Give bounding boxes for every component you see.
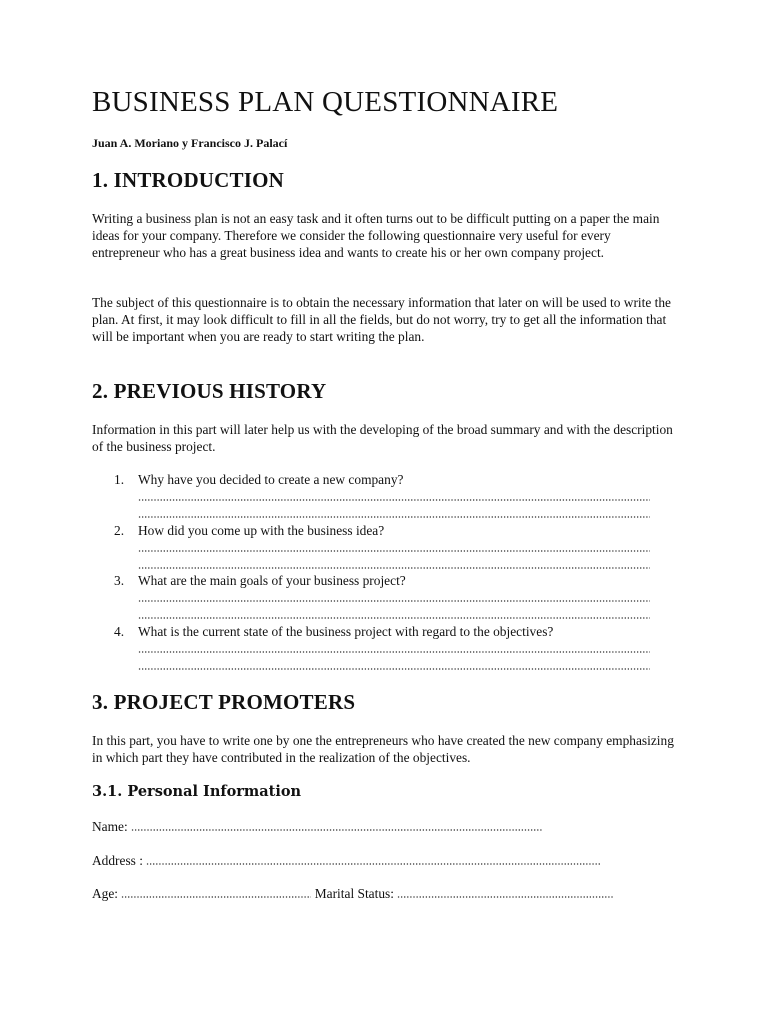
address-field-row (92, 853, 600, 870)
question-text: What is the current state of the business project with regard to the objectives? (138, 624, 554, 640)
question-number: 2. (114, 522, 125, 538)
address-field[interactable] (146, 863, 600, 865)
question-number: 4. (114, 624, 125, 640)
document-authors: Juan A. Moriano y Francisco J. Palací (92, 136, 288, 150)
name-field-row (92, 819, 543, 836)
question-text: Why have you decided to create a new company? (138, 472, 404, 487)
answer-line[interactable] (138, 668, 650, 670)
question-number: 3. (114, 573, 125, 589)
section-heading-previous-history: 2. PREVIOUS HISTORY (92, 379, 327, 403)
age-field[interactable] (121, 896, 311, 898)
question-text: How did you come up with the business idea? (138, 522, 385, 538)
introduction-paragraph-2: The subject of this questionnaire is to obtain the necessary information that later on will be used to write the plan. At first, it may look difficult to fill in all the fields, but do not worry, try to get all the information that will be important when you are ready to start writing the plan. (92, 295, 671, 344)
answer-line[interactable] (138, 516, 650, 518)
question-item (92, 472, 682, 523)
name-field[interactable] (131, 829, 543, 831)
question-item (92, 624, 682, 675)
project-promoters-paragraph: In this part, you have to write one by one the entrepreneurs who have created the new company emphasizing in which part they have contributed in the realization of the objectives. (92, 733, 674, 765)
question-number: 1. (114, 472, 125, 487)
marital-status-label: Marital Status: (314, 886, 394, 901)
answer-line[interactable] (138, 617, 650, 619)
question-text: What are the main goals of your business project? (138, 573, 406, 589)
name-label: Name: (92, 819, 128, 834)
marital-status-field[interactable] (397, 896, 613, 898)
previous-history-paragraph: Information in this part will later help us with the developing of the broad summary and with the description of the business project. (92, 422, 673, 454)
answer-line[interactable] (138, 499, 650, 501)
answer-line[interactable] (138, 651, 650, 653)
question-item (92, 523, 682, 574)
answer-line[interactable] (138, 567, 650, 569)
question-item (92, 573, 682, 624)
answer-line[interactable] (138, 600, 650, 602)
address-label: Address : (92, 853, 143, 868)
section-heading-project-promoters: 3. PROJECT PROMOTERS (92, 690, 356, 714)
age-label: Age: (92, 886, 119, 901)
subsection-heading-personal-information: 3.1. Personal Information (92, 783, 302, 800)
question-list (92, 472, 682, 675)
age-marital-field-row (92, 886, 613, 903)
introduction-paragraph-1: Writing a business plan is not an easy task and it often turns out to be difficult putting on a paper the main ideas for your company. Therefore we consider the following questionnaire very useful for every entrepreneur who has a great business idea and wants to create his or her own company project. (92, 211, 660, 260)
section-heading-introduction: 1. INTRODUCTION (92, 168, 285, 192)
answer-line[interactable] (138, 550, 650, 552)
document-title: BUSINESS PLAN QUESTIONNAIRE (92, 86, 559, 118)
